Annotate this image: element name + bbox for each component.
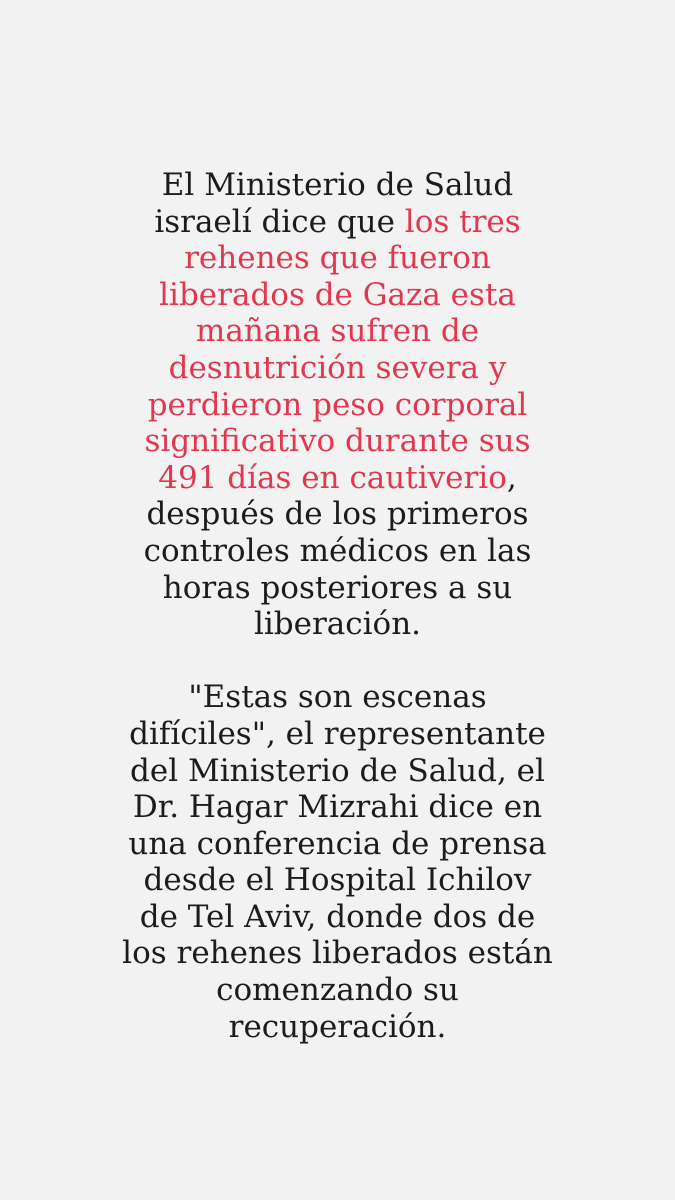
paragraph-2: "Estas son escenas difíciles", el representante del Ministerio de Salud, el Dr. Hagar Mizrahi dice en una conferencia de prensa desde el Hospital Ichilov de Tel Aviv, donde dos de los rehenes liberados están comenzando su recuperación.: [122, 679, 553, 1045]
paragraph-1: [120, 167, 555, 643]
story-text-block: [120, 167, 555, 1045]
paragraph-1-highlight: los tres rehenes que fueron liberados de Gaza esta mañana sufren de desnutrición severa y perdieron peso corporal significativo durante sus 491 días en cautiverio: [144, 203, 531, 496]
paragraph-1-tail: , después de los primeros controles médicos en las horas posteriores a su liberación.: [143, 459, 532, 643]
paragraph-1-lead: El Ministerio de Salud israelí dice que: [154, 167, 514, 240]
